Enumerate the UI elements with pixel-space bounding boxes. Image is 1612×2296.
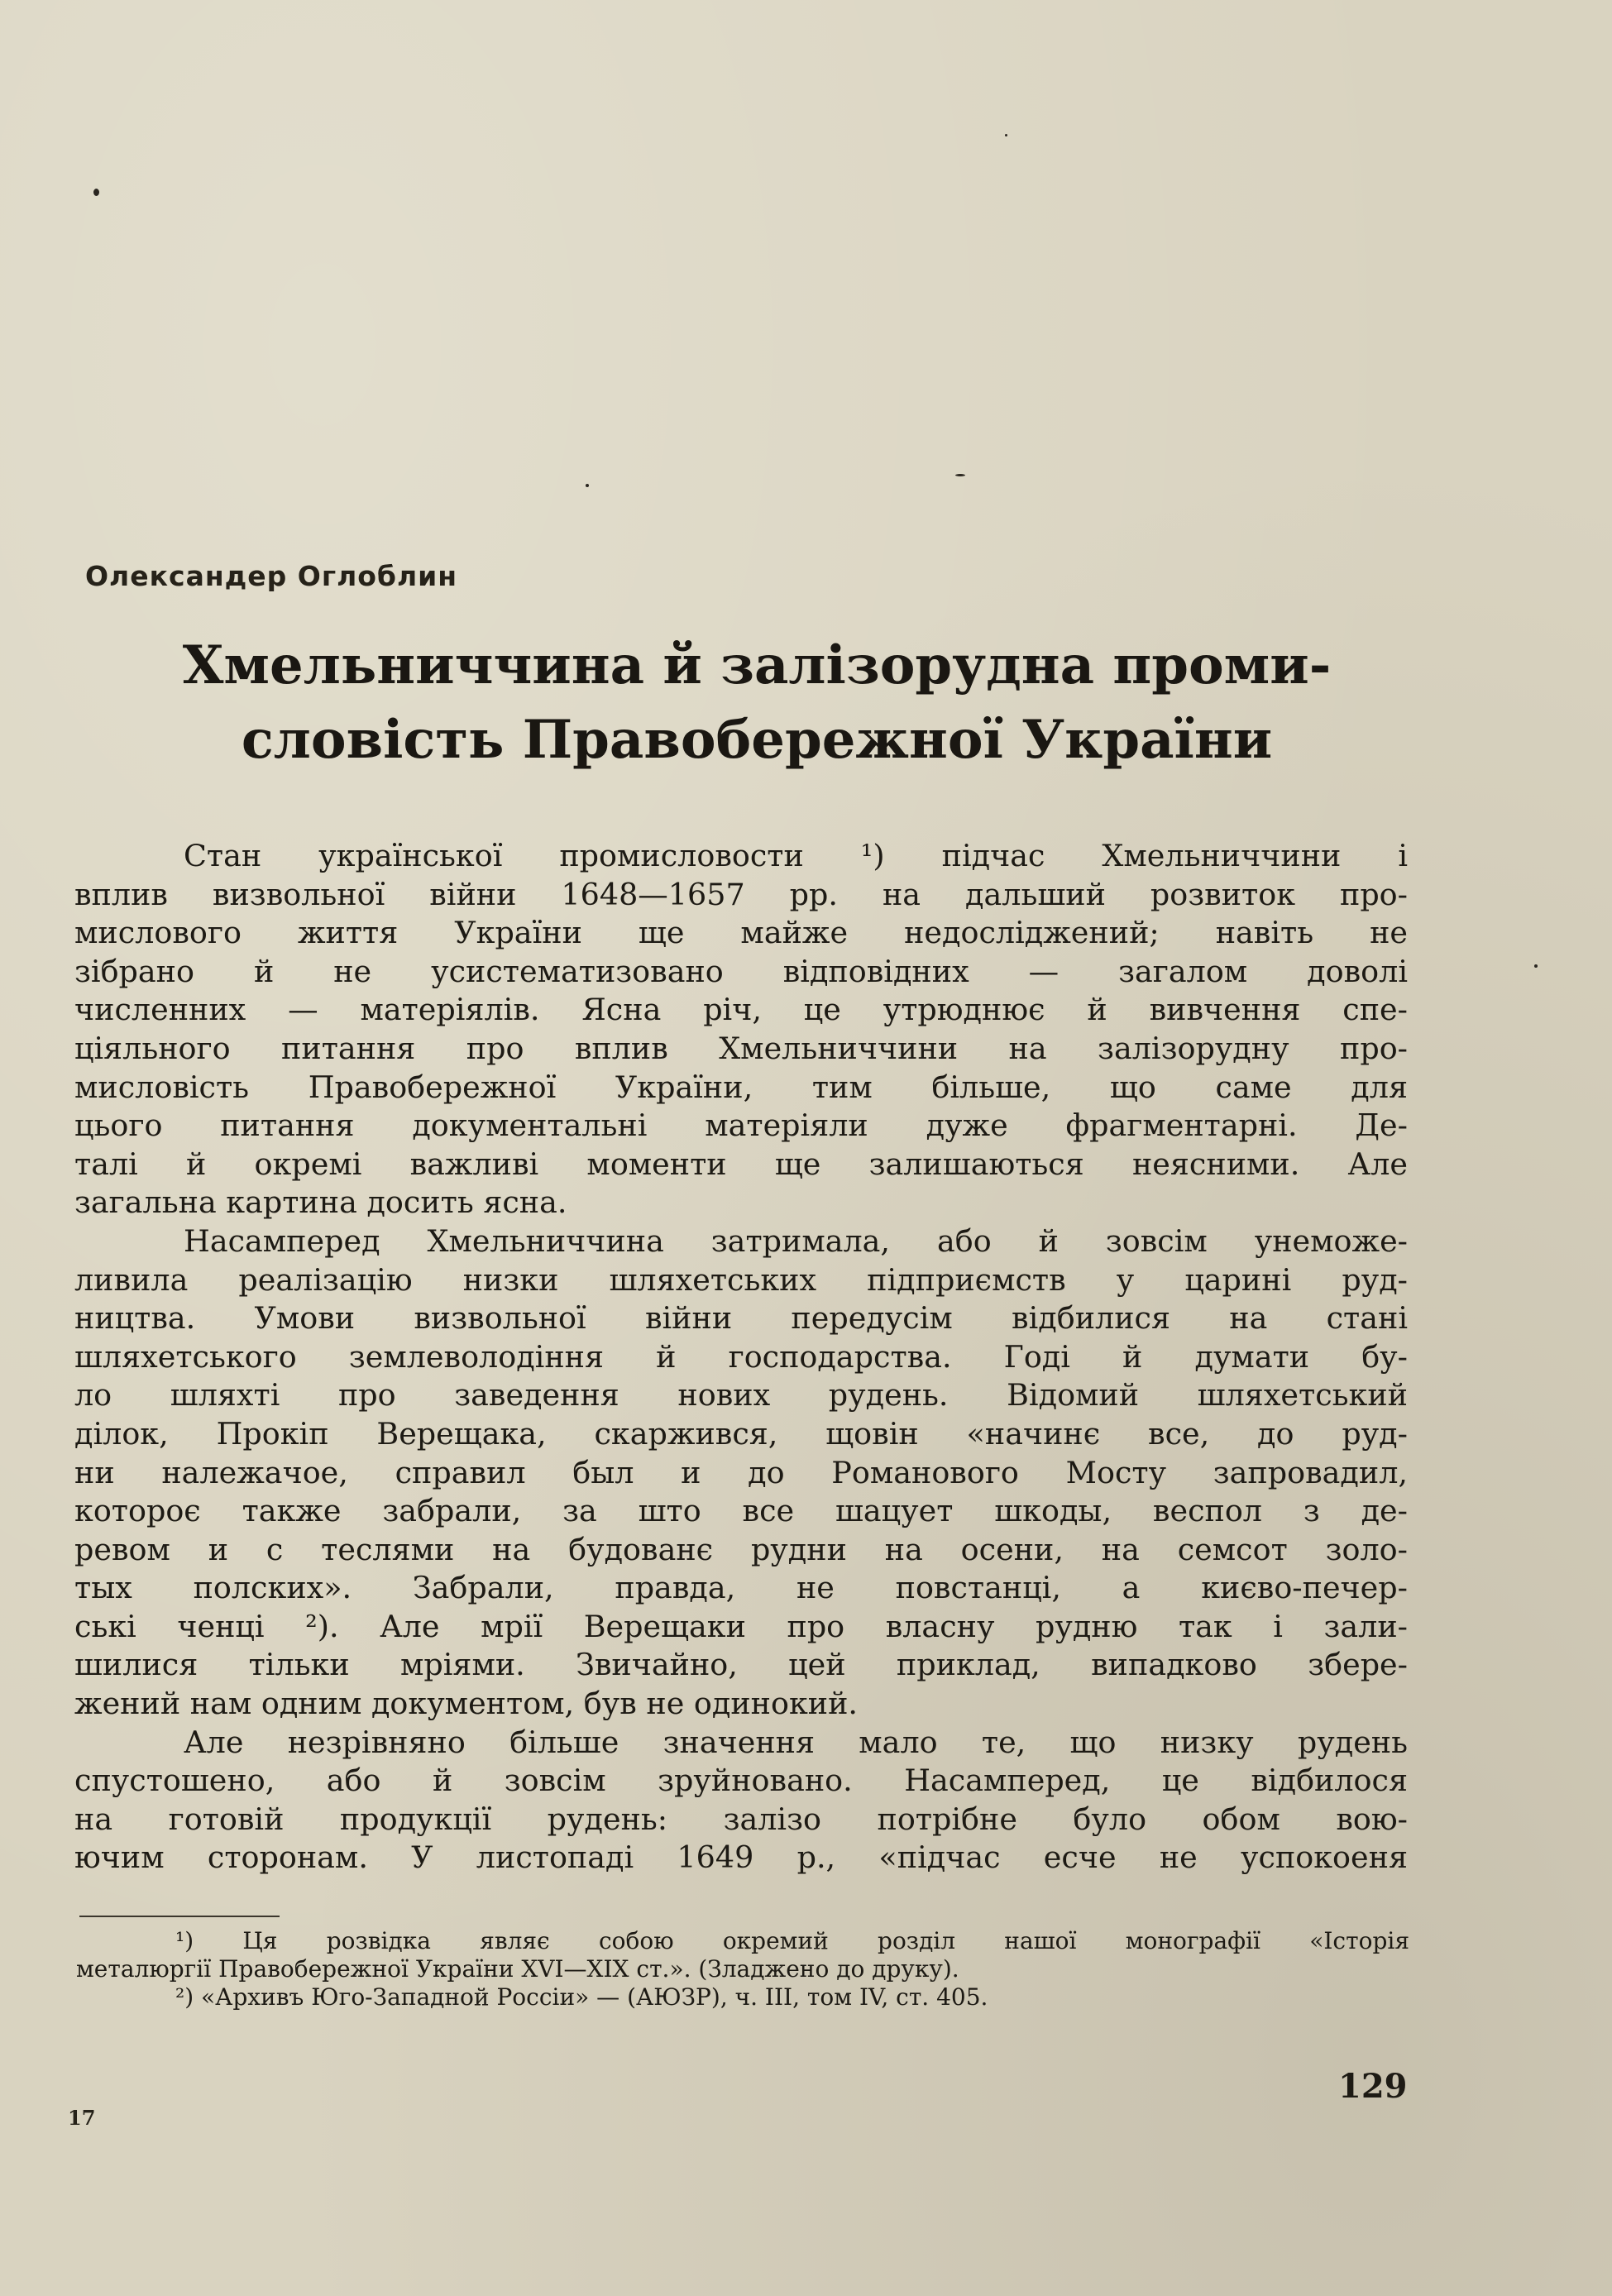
title-line-2: словість Правобережної України <box>241 709 1273 771</box>
body-line: Стан української промисловости ¹) підчас Хмельниччини і <box>184 838 1408 873</box>
body-line: на готовій продукції рудень: залізо потрібне було обом вою- <box>74 1801 1408 1837</box>
body-line: шляхетського землеволодіння й господарства. Годі й думати бу- <box>74 1338 1408 1375</box>
article-title <box>74 629 1439 777</box>
body-line: мислового життя України ще майже недосліджений; навіть не <box>74 915 1408 951</box>
body-line: ціяльного питання про вплив Хмельниччини на залізорудну про- <box>74 1030 1408 1066</box>
body-line: загальна картина досить ясна. <box>74 1184 567 1221</box>
paper-speck <box>93 189 99 196</box>
body-line: тых полских». Забрали, правда, не повстанці, а києво-печер- <box>74 1570 1408 1606</box>
body-line: ділок, Прокіп Верещака, скаржився, щовін «начинє все, до руд- <box>74 1415 1408 1452</box>
footnote-line: металюргії Правобережної України XVI—XIX ст.». (Зладжено до друку). <box>76 1955 959 1983</box>
paper-speck <box>955 474 965 476</box>
footnote-divider <box>79 1916 280 1917</box>
body-line: котороє также забрали, за што все шацует шкоды, веспол з де- <box>74 1493 1408 1529</box>
title-line-1: Хмельниччина й залізорудна проми- <box>182 634 1332 696</box>
footnote-line: ¹) Ця розвідка являє собою окремий розділ нашої монографії «Історія <box>175 1927 1409 1954</box>
footnote-line: ²) «Архивъ Юго-Западной Россіи» — (АЮЗР), ч. III, том IV, ст. 405. <box>175 1983 988 2011</box>
body-line: ючим сторонам. У листопаді 1649 р., «підчас есче не успокоеня <box>74 1839 1408 1876</box>
body-line: ревом и с теслями на будованє рудни на осени, на семсот золо- <box>74 1531 1408 1567</box>
page-number: 129 <box>1338 2067 1408 2106</box>
body-line: численних — матеріялів. Ясна річ, це утрюднює й вивчення спе- <box>74 992 1408 1028</box>
article-body <box>74 837 1408 1877</box>
body-line: талі й окремі важливі моменти ще залишаються неясними. Але <box>74 1146 1408 1182</box>
signature-mark: 17 <box>68 2106 96 2130</box>
body-line: шилися тільки мріями. Звичайно, цей приклад, випадково збере- <box>74 1647 1408 1683</box>
article-author: Олександер Оглоблин <box>85 560 458 592</box>
body-line: мисловість Правобережної України, тим більше, що саме для <box>74 1069 1408 1105</box>
body-line: Насамперед Хмельниччина затримала, або й зовсім унеможе- <box>184 1222 1408 1259</box>
body-line: ництва. Умови визвольної війни передусім відбилися на стані <box>74 1300 1408 1337</box>
paper-speck <box>586 484 589 487</box>
body-line: жений нам одним документом, був не одинокий. <box>74 1686 859 1722</box>
body-line: вплив визвольної війни 1648—1657 рр. на дальший розвиток про- <box>74 876 1408 912</box>
body-line: ни належачое, справил был и до Романового Мосту запровадил, <box>74 1454 1408 1490</box>
paper-speck <box>1534 964 1538 968</box>
body-line: спустошено, або й зовсім зруйновано. Насамперед, це відбилося <box>74 1763 1408 1799</box>
body-line: ло шляхті про заведення нових рудень. Відомий шляхетський <box>74 1377 1408 1413</box>
paper-speck <box>1005 134 1007 136</box>
body-line: цього питання документальні матеріяли дуже фрагментарні. Де- <box>74 1107 1408 1144</box>
body-line: ські ченці ²). Але мрії Верещаки про власну рудню так і зали- <box>74 1608 1408 1644</box>
footnotes <box>76 1927 1409 2011</box>
body-line: зібрано й не усистематизовано відповідних — загалом доволі <box>74 953 1408 989</box>
body-line: ливила реалізацію низки шляхетських підприємств у царині руд- <box>74 1261 1408 1298</box>
body-line: Але незрівняно більше значення мало те, що низку рудень <box>184 1724 1408 1760</box>
